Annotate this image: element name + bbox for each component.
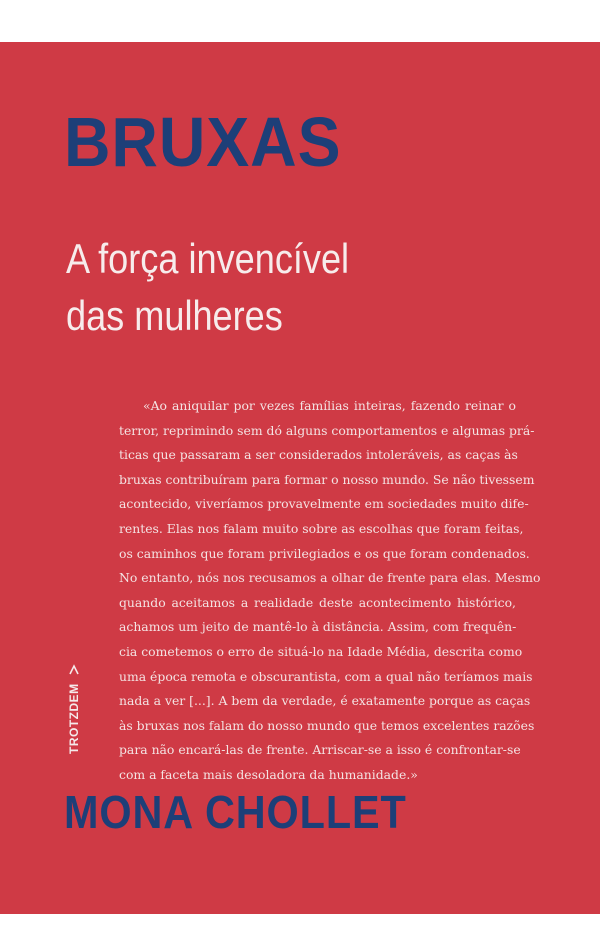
blurb-text	[119, 394, 541, 788]
blurb-line: os caminhos que foram privilegiados e os que foram condenados.	[119, 545, 530, 561]
subtitle-line: das mulheres	[66, 292, 283, 339]
blurb-line: terror, reprimindo sem dó alguns comportamentos e algumas prá-	[119, 422, 535, 438]
book-subtitle	[66, 230, 349, 344]
publisher-name: TROTZDEM	[67, 683, 81, 754]
blurb-line: uma época remota e obscurantista, com a qual não teríamos mais	[119, 668, 533, 684]
publisher-mark	[67, 663, 81, 754]
chevron-logo-icon	[67, 663, 81, 677]
author-name: MONA CHOLLET	[64, 786, 407, 838]
book-cover	[0, 42, 600, 914]
subtitle-line: A força invencível	[66, 235, 350, 282]
blurb-line: acontecido, viveríamos provavelmente em sociedades muito dife-	[119, 496, 529, 512]
blurb-line: No entanto, nós nos recusamos a olhar de frente para elas. Mesmo	[119, 570, 541, 586]
blurb-line: quando aceitamos a realidade deste acontecimento histórico,	[119, 594, 516, 610]
blurb-line: para não encará-las de frente. Arriscar-se a isso é confrontar-se	[119, 742, 521, 758]
blurb-line: nada a ver [...]. A bem da verdade, é exatamente porque as caças	[119, 693, 531, 709]
blurb-line: rentes. Elas nos falam muito sobre as escolhas que foram feitas,	[119, 520, 524, 536]
book-title: BRUXAS	[64, 103, 342, 181]
blurb-line: achamos um jeito de mantê-lo à distância. Assim, com frequên-	[119, 619, 517, 635]
blurb-line: bruxas contribuíram para formar o nosso mundo. Se não tivessem	[119, 471, 535, 487]
blurb-line: ticas que passaram a ser considerados intoleráveis, as caças às	[119, 447, 518, 463]
blurb-line: com a faceta mais desoladora da humanidade.»	[119, 766, 418, 782]
blurb-line: cia cometemos o erro de situá-lo na Idade Média, descrita como	[119, 643, 523, 659]
blurb-line: «Ao aniquilar por vezes famílias inteiras, fazendo reinar o	[143, 398, 516, 413]
blurb-line: às bruxas nos falam do nosso mundo que temos excelentes razões	[119, 717, 535, 733]
